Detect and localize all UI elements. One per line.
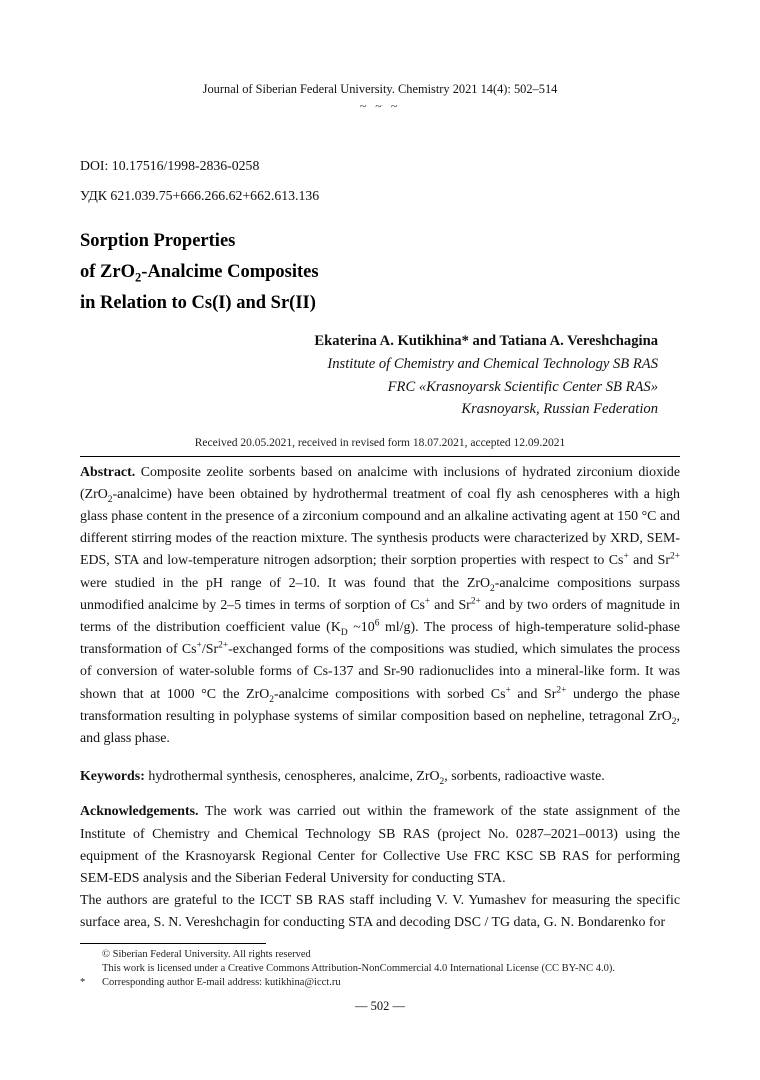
footnote-block — [80, 948, 680, 991]
copyright-line: © Siberian Federal University. All rights reserved — [102, 948, 311, 960]
abstract-text: Composite zeolite sorbents based on analcime with inclusions of hydrated zirconium dioxide (ZrO$_2$-analcime) have been obtained by hydrothermal treatment of coal fly ash cenospheres with a high glass phase content in the presence of a zirconium compound and an alkaline activating agent at 150 °C and different stirring modes of the reaction mixture. The synthesis products were characterized by XRD, SEM-EDS, STA and low-temperature nitrogen adsorption; their sorption properties with respect to Cs+ and $Sr^{2+}$ were studied in the pH range of 2–10. It was found that the ZrO$_2$-analcime compositions surpass unmodified analcime by 2–5 times in terms of sorption of Cs+ and $Sr^{2+}$ and by two orders of magnitude in terms of the distribution coefficient value ($K_D$ $\sim 10^6$ ml/g). The process of high-temperature solid-phase transformation of $Cs^+/Sr^{2+}$-exchanged forms of the compositions was studied, which simulates the process of conversion of water-soluble forms of Cs-137 and Sr-90 radionuclides into a mineral-like form. It was shown that at 1000 °C the ZrO$_2$-analcime compositions with sorbed Cs+ and $Sr^{2+}$ undergo the phase transformation resulting in polyphase systems of similar composition based on nepheline, tetragonal ZrO$_2$, and glass phase. — [80, 464, 680, 746]
authors-line: Ekaterina A. Kutikhina* and Tatiana A. Vereshchagina — [314, 333, 658, 349]
abstract-label: Abstract. — [80, 464, 136, 480]
doi-line: DOI: 10.17516/1998-2836-0258 — [80, 158, 260, 173]
footnote-marker: * — [80, 976, 86, 988]
title-line-3: in Relation to Cs(I) and Sr(II) — [80, 293, 316, 313]
affiliation-line-2: FRC «Krasnoyarsk Scientific Center SB RAS» — [387, 378, 658, 395]
abstract-divider — [80, 456, 680, 457]
keywords-paragraph — [80, 766, 680, 788]
journal-header: Journal of Siberian Federal University. Chemistry 2021 14(4): 502–514 — [202, 82, 558, 96]
acknowledgements-text-2: The authors are grateful to the ICCT SB RAS staff including V. V. Yumashev for measuring the specific surface area, S. N. Vereshchagin for conducting STA and decoding DSC / TG data, G. N. Bondarenko for — [80, 893, 680, 931]
title-line-2: of ZrO$_2$-Analcime Composites — [80, 262, 319, 285]
title-line-1: Sorption Properties — [80, 231, 236, 251]
keywords-label: Keywords: — [80, 769, 145, 785]
license-line: This work is licensed under a Creative Commons Attribution-NonCommercial 4.0 International License (CC BY-NC 4.0). — [102, 962, 615, 974]
corresponding-author-line — [80, 976, 680, 990]
udk-line: УДК 621.039.75+666.266.62+662.613.136 — [80, 188, 320, 203]
page-number: — 502 — — [355, 999, 405, 1014]
article-title — [80, 226, 680, 319]
received-line: Received 20.05.2021, received in revised form 18.07.2021, accepted 12.09.2021 — [194, 436, 566, 449]
acknowledgements-text-1: The work was carried out within the framework of the state assignment of the Institute of Chemistry and Chemical Technology SB RAS (project No. 0287–2021–0013) using the equipment of the Krasnoyarsk Regional Center for Collective Use FRC KSC SB RAS for performing SEM-EDS analysis and the Siberian Federal University for conducting STA. — [80, 804, 680, 886]
footnote-divider — [80, 943, 266, 944]
tilde-separator: ~ ~ ~ — [359, 99, 401, 113]
corresponding-author-text: Corresponding author E-mail address: kutikhina@icct.ru — [102, 976, 341, 988]
abstract-paragraph — [80, 462, 680, 751]
affiliation-line-1: Institute of Chemistry and Chemical Technology SB RAS — [327, 356, 658, 372]
acknowledgements-paragraph — [80, 801, 680, 890]
authors-block — [80, 331, 680, 421]
acknowledgements-paragraph-2 — [80, 890, 680, 934]
keywords-text: hydrothermal synthesis, cenospheres, analcime, ZrO$_2$, sorbents, radioactive waste. — [148, 769, 605, 787]
affiliation-line-3: Krasnoyarsk, Russian Federation — [461, 401, 658, 417]
acknowledgements-label: Acknowledgements. — [80, 804, 199, 820]
